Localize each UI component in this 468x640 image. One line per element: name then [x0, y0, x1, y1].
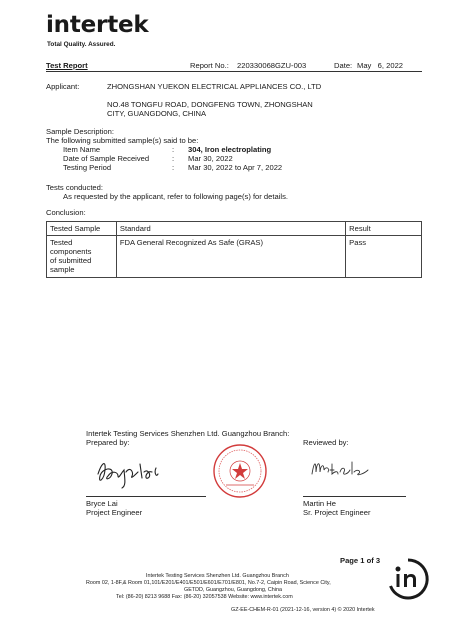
footer-line1: Intertek Testing Services Shenzhen Ltd. Guangzhou Branch: [146, 573, 289, 579]
conclusion-heading: Conclusion:: [46, 208, 86, 217]
sample-field-label: Testing Period: [63, 163, 112, 172]
applicant-address-line1: NO.48 TONGFU ROAD, DONGFENG TOWN, ZHONGSHAN: [107, 100, 313, 109]
intertek-in-logo-icon: [386, 557, 430, 601]
report-title: Test Report: [46, 61, 88, 70]
preparer-name: Bryce Lai: [86, 499, 118, 508]
report-no-label: Report No.:: [190, 61, 229, 70]
reviewer-title: Sr. Project Engineer: [303, 508, 371, 517]
header-rule: [46, 71, 422, 72]
page-number: Page 1 of 3: [340, 556, 381, 565]
date-label: Date:: [334, 61, 353, 70]
logo-tagline: Total Quality. Assured.: [47, 41, 116, 48]
column-header: Result: [346, 222, 422, 236]
reviewer-signature: [308, 452, 378, 482]
result-cell: Pass: [346, 236, 422, 277]
preparer-signature: [92, 450, 172, 490]
applicant-label: Applicant:: [46, 82, 80, 91]
prepared-by-label: Prepared by:: [86, 438, 130, 447]
footer-line2: Room 02, 1-8F,& Room 01,101/E201/E401/E501/E601/E701/E801, No.7-2, Caipin Road, Science City,: [86, 580, 331, 586]
report-date: May 6, 2022: [357, 61, 404, 70]
preparer-sign-line: [86, 496, 206, 497]
footer-line4: Tel: (86-20) 8213 9688 Fax: (86-20) 32057538 Website: www.intertek.com: [116, 594, 293, 600]
tested-sample-line2: of submitted sample: [50, 256, 92, 275]
reviewed-by-label: Reviewed by:: [303, 438, 349, 447]
conclusion-table: [46, 221, 422, 278]
sample-field-label: Item Name: [63, 145, 101, 154]
column-header: Tested Sample: [47, 222, 117, 236]
applicant-name: ZHONGSHAN YUEKON ELECTRICAL APPLIANCES CO., LTD: [107, 82, 322, 91]
tests-text: As requested by the applicant, refer to following page(s) for details.: [63, 192, 288, 201]
standard-cell: FDA General Recognized As Safe (GRAS): [116, 236, 345, 277]
red-company-seal-icon: [212, 443, 268, 499]
sample-field-value: Mar 30, 2022: [188, 154, 233, 163]
report-no: 220330068GZU-003: [237, 61, 307, 70]
sample-field-separator: :: [172, 163, 175, 172]
tested-sample-line1: Tested components: [50, 238, 92, 257]
column-header: Standard: [116, 222, 345, 236]
tested-sample-cell: [47, 236, 117, 277]
sample-heading: Sample Description:: [46, 127, 114, 136]
table-row: [47, 236, 422, 277]
footer-line3: GETDD, Guangzhou, Guangdong, China: [184, 587, 282, 593]
preparer-title: Project Engineer: [86, 508, 143, 517]
sample-field-separator: :: [172, 145, 175, 154]
table-header-row: [47, 222, 422, 236]
form-code: GZ-EE-CHEM-R-01 (2021-12-16, version 4) © 2020 Intertek: [231, 607, 375, 613]
branch-name: Intertek Testing Services Shenzhen Ltd. Guangzhou Branch:: [86, 429, 290, 438]
applicant-address-line2: CITY, GUANGDONG, CHINA: [107, 109, 207, 118]
reviewer-name: Martin He: [303, 499, 336, 508]
sample-field-value: Mar 30, 2022 to Apr 7, 2022: [188, 163, 283, 172]
sample-field-label: Date of Sample Received: [63, 154, 150, 163]
intertek-logo: intertek: [46, 12, 149, 38]
tests-heading: Tests conducted:: [46, 183, 103, 192]
reviewer-sign-line: [303, 496, 406, 497]
sample-intro: The following submitted sample(s) said to be:: [46, 136, 199, 145]
sample-field-value: 304, Iron electroplating: [188, 145, 272, 154]
sample-field-separator: :: [172, 154, 175, 163]
